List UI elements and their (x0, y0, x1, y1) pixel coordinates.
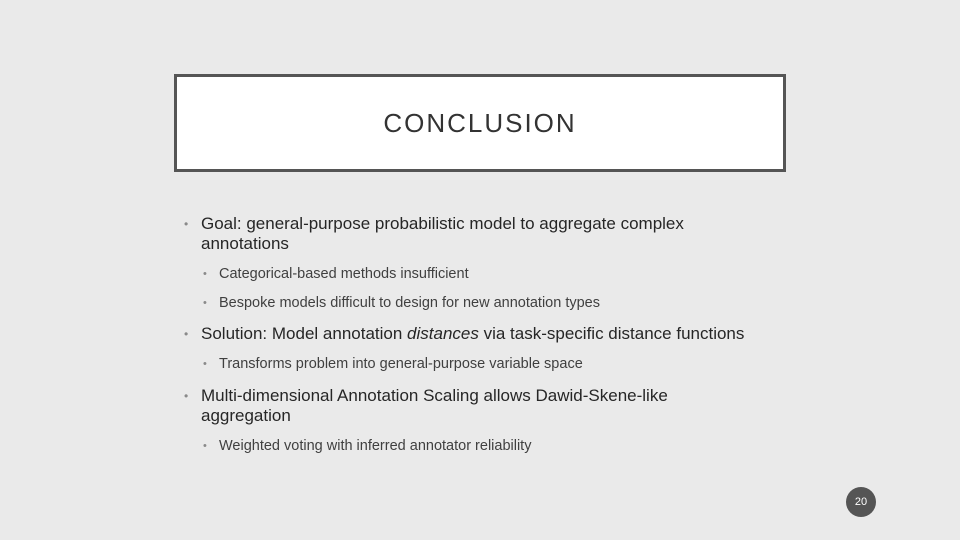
sub-bullet-dot: • (203, 440, 207, 452)
bullet-solution-emphasis: distances (407, 324, 479, 343)
slide-title: CONCLUSION (383, 107, 577, 138)
title-box (174, 74, 786, 172)
bullet-solution-text-after: via task-specific distance functions (478, 324, 745, 343)
sub-bullet-transforms (203, 355, 583, 373)
sub-bullet-bespoke (203, 294, 600, 312)
sub-bullet-dot: • (203, 297, 207, 309)
bullet-dot: • (184, 327, 189, 341)
bullet-goal (184, 214, 684, 254)
bullet-goal-line2: annotations (201, 234, 289, 253)
sub-bullet-text: Weighted voting with inferred annotator reliability (219, 438, 532, 454)
bullet-solution (184, 324, 745, 344)
bullet-goal-line1: Goal: general-purpose probabilistic model to aggregate complex (201, 214, 684, 233)
bullet-mas (184, 386, 668, 426)
bullet-mas-line1: Multi-dimensional Annotation Scaling allows Dawid-Skene-like (201, 386, 668, 405)
bullet-solution-text-before: Solution: Model annotation (201, 324, 408, 343)
sub-bullet-dot: • (203, 268, 207, 280)
bullet-dot: • (184, 389, 189, 403)
sub-bullet-weighted (203, 437, 532, 455)
bullet-mas-line2: aggregation (201, 406, 291, 425)
sub-bullet-dot: • (203, 358, 207, 370)
bullet-dot: • (184, 217, 189, 231)
sub-bullet-text: Categorical-based methods insufficient (219, 266, 469, 282)
page-number-badge: 20 (846, 487, 876, 517)
sub-bullet-text: Bespoke models difficult to design for new annotation types (219, 295, 600, 311)
sub-bullet-text: Transforms problem into general-purpose variable space (219, 356, 583, 372)
sub-bullet-categorical (203, 265, 469, 283)
